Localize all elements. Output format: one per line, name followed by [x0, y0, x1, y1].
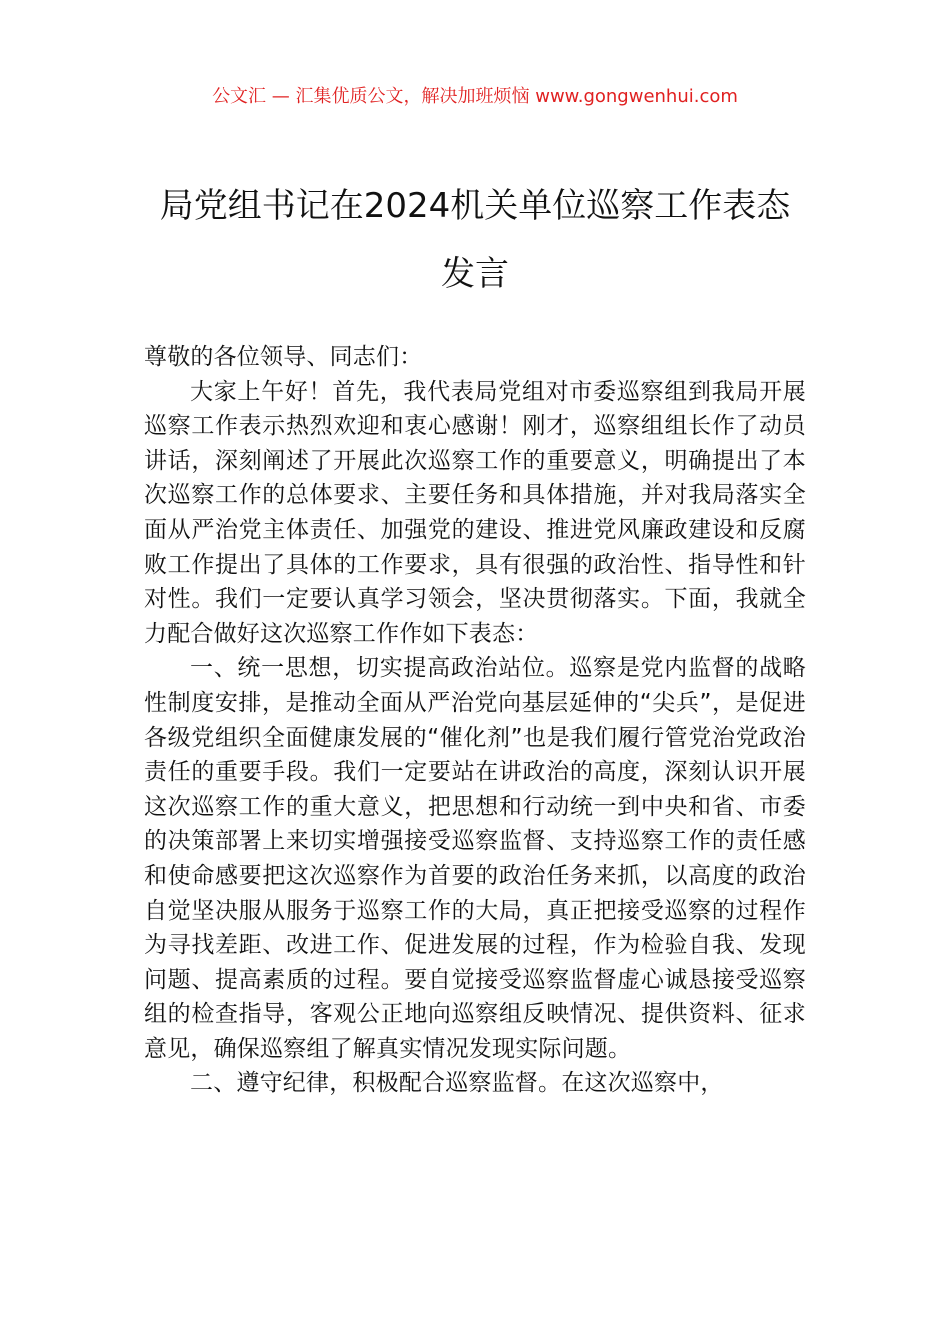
document-title [100, 172, 850, 308]
document-body [144, 340, 806, 1101]
paragraph-opening: 大家上午好！首先，我代表局党组对市委巡察组到我局开展巡察工作表示热烈欢迎和衷心感谢！刚才，巡察组组长作了动员讲话，深刻阐述了开展此次巡察工作的重要意义，明确提出了本次巡察工作的总体要求、主要任务和具体措施，并对我局落实全面从严治党主体责任、加强党的建设、推进党风廉政建设和反腐败工作提出了具体的工作要求，具有很强的政治性、指导性和针对性。我们一定要认真学习领会，坚决贯彻落实。下面，我就全力配合做好这次巡察工作作如下表态： [144, 378, 806, 647]
title-line-2: 发言 [441, 254, 509, 294]
paragraph-section-one: 一、统一思想，切实提高政治站位。巡察是党内监督的战略性制度安排，是推动全面从严治党向基层延伸的“尖兵”，是促进各级党组织全面健康发展的“催化剂”也是我们履行管党治党政治责任的重要手段。我们一定要站在讲政治的高度，深刻认识开展这次巡察工作的重大意义，把思想和行动统一到中央和省、市委的决策部署上来切实增强接受巡察监督、支持巡察工作的责任感和使命感要把这次巡察作为首要的政治任务来抓，以高度的政治自觉坚决服从服务于巡察工作的大局，真正把接受巡察的过程作为寻找差距、改进工作、促进发展的过程，作为检验自我、发现问题、提高素质的过程。要自觉接受巡察监督虚心诚恳接受巡察组的检查指导，客观公正地向巡察组反映情况、提供资料、征求意见，确保巡察组了解真实情况发现实际问题。 [144, 655, 806, 1062]
watermark-header: 公文汇 — 汇集优质公文，解决加班烦恼 www.gongwenhui.com [212, 86, 738, 107]
salutation: 尊敬的各位领导、同志们： [144, 344, 423, 370]
paragraph-section-two: 二、遵守纪律，积极配合巡察监督。在这次巡察中， [190, 1070, 724, 1097]
title-line-1: 局党组书记在2024机关单位巡察工作表态 [159, 186, 791, 226]
